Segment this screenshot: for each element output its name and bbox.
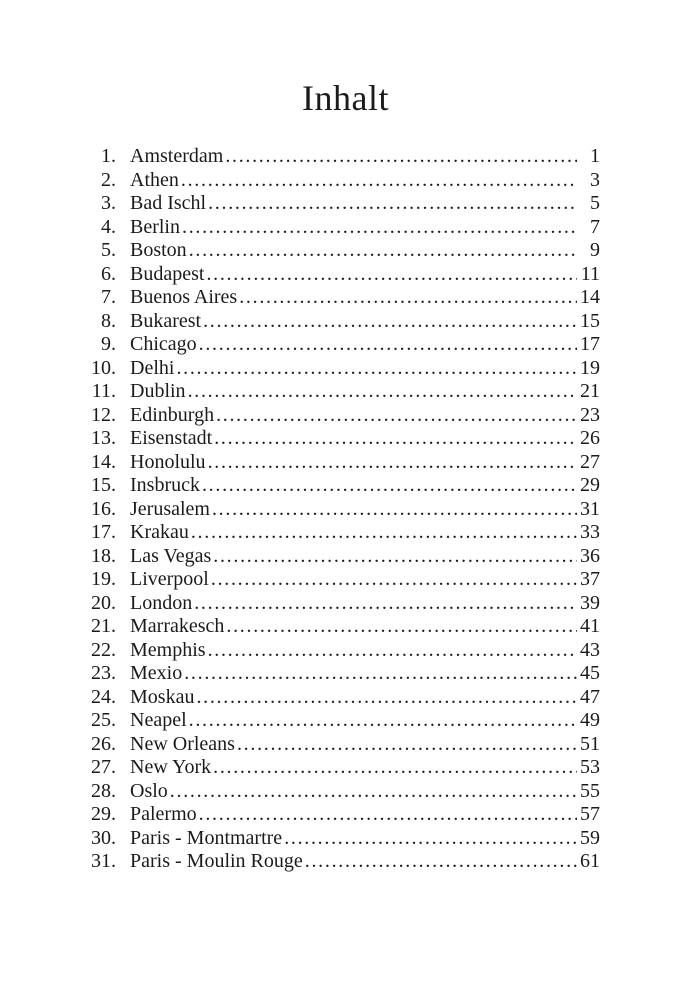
toc-entry <box>91 380 600 404</box>
toc-entry <box>91 169 600 193</box>
toc-entry <box>91 803 600 827</box>
toc-entry <box>91 850 600 874</box>
dot-leader <box>170 780 577 804</box>
entry-number: 21. <box>91 615 116 637</box>
entry-page-number: 1 <box>590 145 600 167</box>
entry-title: Dublin <box>130 380 186 402</box>
toc-entry <box>91 498 600 522</box>
entry-title: Neapel <box>130 709 187 731</box>
entry-number: 29. <box>91 803 116 825</box>
toc-entry <box>91 615 600 639</box>
toc-entry <box>91 192 600 216</box>
entry-number: 13. <box>91 427 116 449</box>
entry-number: 30. <box>91 826 116 849</box>
entry-number: 12. <box>91 403 116 426</box>
entry-number: 1. <box>101 145 116 167</box>
toc-entry <box>91 662 600 686</box>
dot-leader <box>191 521 577 545</box>
toc-entry <box>91 427 600 451</box>
entry-number: 25. <box>91 709 116 731</box>
entry-number: 2. <box>101 168 116 191</box>
entry-number: 27. <box>91 756 116 778</box>
entry-title: Krakau <box>130 521 189 543</box>
entry-title: New Orleans <box>130 732 235 755</box>
entry-page-number: 11 <box>580 262 600 285</box>
entry-page-number: 27 <box>580 450 600 473</box>
entry-number: 4. <box>101 215 116 238</box>
dot-leader <box>239 286 577 310</box>
toc-entry <box>91 404 600 428</box>
entry-page-number: 59 <box>580 826 600 849</box>
entry-title: Buenos Aires <box>130 286 238 308</box>
toc-entry <box>91 592 600 616</box>
entry-title: Insbruck <box>130 474 200 496</box>
toc-entry <box>91 474 600 498</box>
toc-entry <box>91 545 600 569</box>
dot-leader <box>206 263 577 287</box>
dot-leader <box>211 568 577 592</box>
entry-page-number: 14 <box>580 286 600 308</box>
entry-title: Memphis <box>130 638 206 661</box>
toc-entry <box>91 568 600 592</box>
entry-title: Chicago <box>130 333 197 355</box>
entry-page-number: 33 <box>580 521 600 543</box>
entry-number: 7. <box>101 286 116 308</box>
entry-title: Bad Ischl <box>130 192 207 214</box>
entry-page-number: 31 <box>580 497 600 520</box>
toc-entry <box>91 709 600 733</box>
entry-number: 3. <box>101 192 116 214</box>
entry-page-number: 15 <box>580 309 600 332</box>
entry-title: New York <box>130 756 212 778</box>
toc-entry <box>91 451 600 475</box>
entry-page-number: 49 <box>580 709 600 731</box>
entry-page-number: 55 <box>580 779 600 802</box>
toc-entry <box>91 827 600 851</box>
entry-page-number: 36 <box>580 544 600 567</box>
toc-entry <box>91 639 600 663</box>
dot-leader <box>208 451 577 475</box>
entry-page-number: 39 <box>580 591 600 614</box>
entry-number: 14. <box>91 450 116 473</box>
entry-title: Honolulu <box>130 450 206 473</box>
entry-title: Liverpool <box>130 568 209 590</box>
dot-leader <box>203 310 577 334</box>
dot-leader <box>225 145 577 169</box>
entry-title: Bukarest <box>130 309 202 332</box>
entry-page-number: 21 <box>580 380 600 402</box>
entry-page-number: 61 <box>580 850 600 872</box>
entry-page-number: 3 <box>590 168 600 191</box>
dot-leader <box>305 850 577 874</box>
entry-page-number: 53 <box>580 756 600 778</box>
entry-title: Moskau <box>130 685 195 708</box>
entry-number: 5. <box>101 239 116 261</box>
dot-leader <box>202 474 577 498</box>
entry-title: Oslo <box>130 779 168 802</box>
entry-title: Edinburgh <box>130 403 215 426</box>
toc-entry <box>91 286 600 310</box>
toc-entry <box>91 239 600 263</box>
entry-number: 9. <box>101 333 116 355</box>
dot-leader <box>176 357 577 381</box>
dot-leader <box>284 827 577 851</box>
entry-title: Amsterdam <box>130 145 224 167</box>
entry-title: Jerusalem <box>130 497 210 520</box>
entry-number: 22. <box>91 638 116 661</box>
entry-page-number: 26 <box>580 427 600 449</box>
entry-number: 19. <box>91 568 116 590</box>
toc-entry <box>91 686 600 710</box>
entry-number: 16. <box>91 497 116 520</box>
dot-leader <box>189 709 577 733</box>
entry-number: 8. <box>101 309 116 332</box>
toc-entry <box>91 216 600 240</box>
entry-page-number: 37 <box>580 568 600 590</box>
dot-leader <box>199 333 577 357</box>
entry-page-number: 57 <box>580 803 600 825</box>
entry-title: Palermo <box>130 803 197 825</box>
entry-page-number: 45 <box>580 662 600 684</box>
entry-number: 6. <box>101 262 116 285</box>
entry-page-number: 5 <box>590 192 600 214</box>
toc-entry <box>91 357 600 381</box>
entry-title: Marrakesch <box>130 615 225 637</box>
entry-page-number: 43 <box>580 638 600 661</box>
toc-entry <box>91 310 600 334</box>
entry-number: 17. <box>91 521 116 543</box>
table-of-contents <box>91 145 600 874</box>
entry-number: 31. <box>91 850 116 872</box>
toc-entry <box>91 780 600 804</box>
toc-entry <box>91 756 600 780</box>
entry-number: 10. <box>91 356 116 379</box>
entry-number: 24. <box>91 685 116 708</box>
entry-number: 28. <box>91 779 116 802</box>
toc-entry <box>91 263 600 287</box>
entry-title: Las Vegas <box>130 544 212 567</box>
dot-leader <box>208 639 577 663</box>
page-title: Inhalt <box>302 78 389 118</box>
entry-page-number: 23 <box>580 403 600 426</box>
dot-leader <box>212 498 577 522</box>
dot-leader <box>189 239 577 263</box>
dot-leader <box>199 803 577 827</box>
entry-page-number: 7 <box>590 215 600 238</box>
dot-leader <box>188 380 577 404</box>
entry-number: 26. <box>91 732 116 755</box>
entry-page-number: 9 <box>590 239 600 261</box>
entry-title: Delhi <box>130 356 175 379</box>
entry-number: 20. <box>91 591 116 614</box>
toc-entry <box>91 145 600 169</box>
dot-leader <box>213 545 577 569</box>
entry-title: London <box>130 591 193 614</box>
content-column <box>0 80 700 874</box>
entry-title: Berlin <box>130 215 180 238</box>
dot-leader <box>226 615 577 639</box>
dot-leader <box>182 216 577 240</box>
entry-title: Boston <box>130 239 187 261</box>
toc-entry <box>91 521 600 545</box>
entry-title: Paris - Montmartre <box>130 826 283 849</box>
dot-leader <box>237 733 577 757</box>
entry-title: Athen <box>130 168 179 191</box>
entry-title: Budapest <box>130 262 205 285</box>
entry-page-number: 51 <box>580 732 600 755</box>
dot-leader <box>213 756 577 780</box>
dot-leader <box>208 192 577 216</box>
entry-page-number: 47 <box>580 685 600 708</box>
entry-page-number: 17 <box>580 333 600 355</box>
entry-page-number: 29 <box>580 474 600 496</box>
dot-leader <box>196 686 577 710</box>
entry-page-number: 41 <box>580 615 600 637</box>
entry-number: 18. <box>91 544 116 567</box>
entry-number: 15. <box>91 474 116 496</box>
entry-page-number: 19 <box>580 356 600 379</box>
entry-title: Mexio <box>130 662 183 684</box>
dot-leader <box>214 427 577 451</box>
entry-title: Eisenstadt <box>130 427 213 449</box>
entry-number: 23. <box>91 662 116 684</box>
entry-number: 11. <box>91 380 116 402</box>
entry-title: Paris - Moulin Rouge <box>130 850 303 872</box>
toc-entry <box>91 333 600 357</box>
toc-entry <box>91 733 600 757</box>
dot-leader <box>181 169 577 193</box>
dot-leader <box>194 592 577 616</box>
dot-leader <box>184 662 577 686</box>
dot-leader <box>216 404 577 428</box>
